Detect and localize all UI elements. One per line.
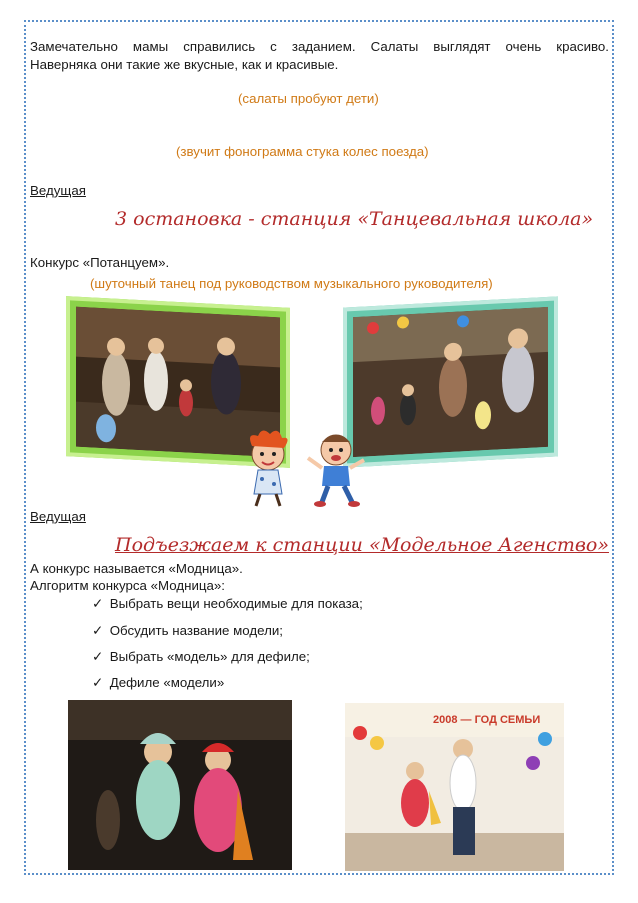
remark-dance: (шуточный танец под руководством музыкального руководителя) [90, 276, 493, 291]
step-3-text: Выбрать «модель» для дефиле; [109, 649, 310, 664]
intro-line-1: Замечательно мамы справились с заданием. Салаты выглядят очень красиво. [30, 39, 609, 54]
dance-photo-right [353, 307, 548, 457]
station-4-title: Подъезжаем к станции «Модельное Агенство» [115, 534, 609, 556]
intro-line-2: Наверняка они такие же вкусные, как и красивые. [30, 57, 339, 72]
step-4-text: Дефиле «модели» [109, 675, 225, 690]
algorithm-title: Алгоритм конкурса «Модница»: [30, 578, 225, 593]
host-label-2: Ведущая [30, 509, 86, 524]
contest-1: Конкурс «Потанцуем». [30, 255, 170, 270]
check-icon: ✓ [92, 596, 104, 611]
step-4 [92, 674, 224, 691]
check-icon: ✓ [92, 675, 104, 690]
step-3 [92, 648, 310, 665]
remark-train: (звучит фонограмма стука колес поезда) [176, 144, 429, 159]
host-label-1: Ведущая [30, 183, 86, 198]
cartoon-dancing-kids [236, 424, 376, 509]
model-photo-right [345, 703, 564, 871]
model-photo-left [68, 700, 292, 870]
check-icon: ✓ [92, 623, 104, 638]
step-2-text: Обсудить название модели; [109, 623, 283, 638]
step-2 [92, 622, 283, 639]
banner-text: 2008 — ГОД СЕМЬИ [433, 714, 541, 726]
station-3-title: 3 остановка - станция «Танцевальная школа» [115, 208, 594, 230]
step-1 [92, 595, 363, 612]
contest-2: А конкурс называется «Модница». [30, 561, 243, 576]
step-1-text: Выбрать вещи необходимые для показа; [109, 596, 363, 611]
check-icon: ✓ [92, 649, 104, 664]
remark-salads: (салаты пробуют дети) [238, 91, 379, 106]
